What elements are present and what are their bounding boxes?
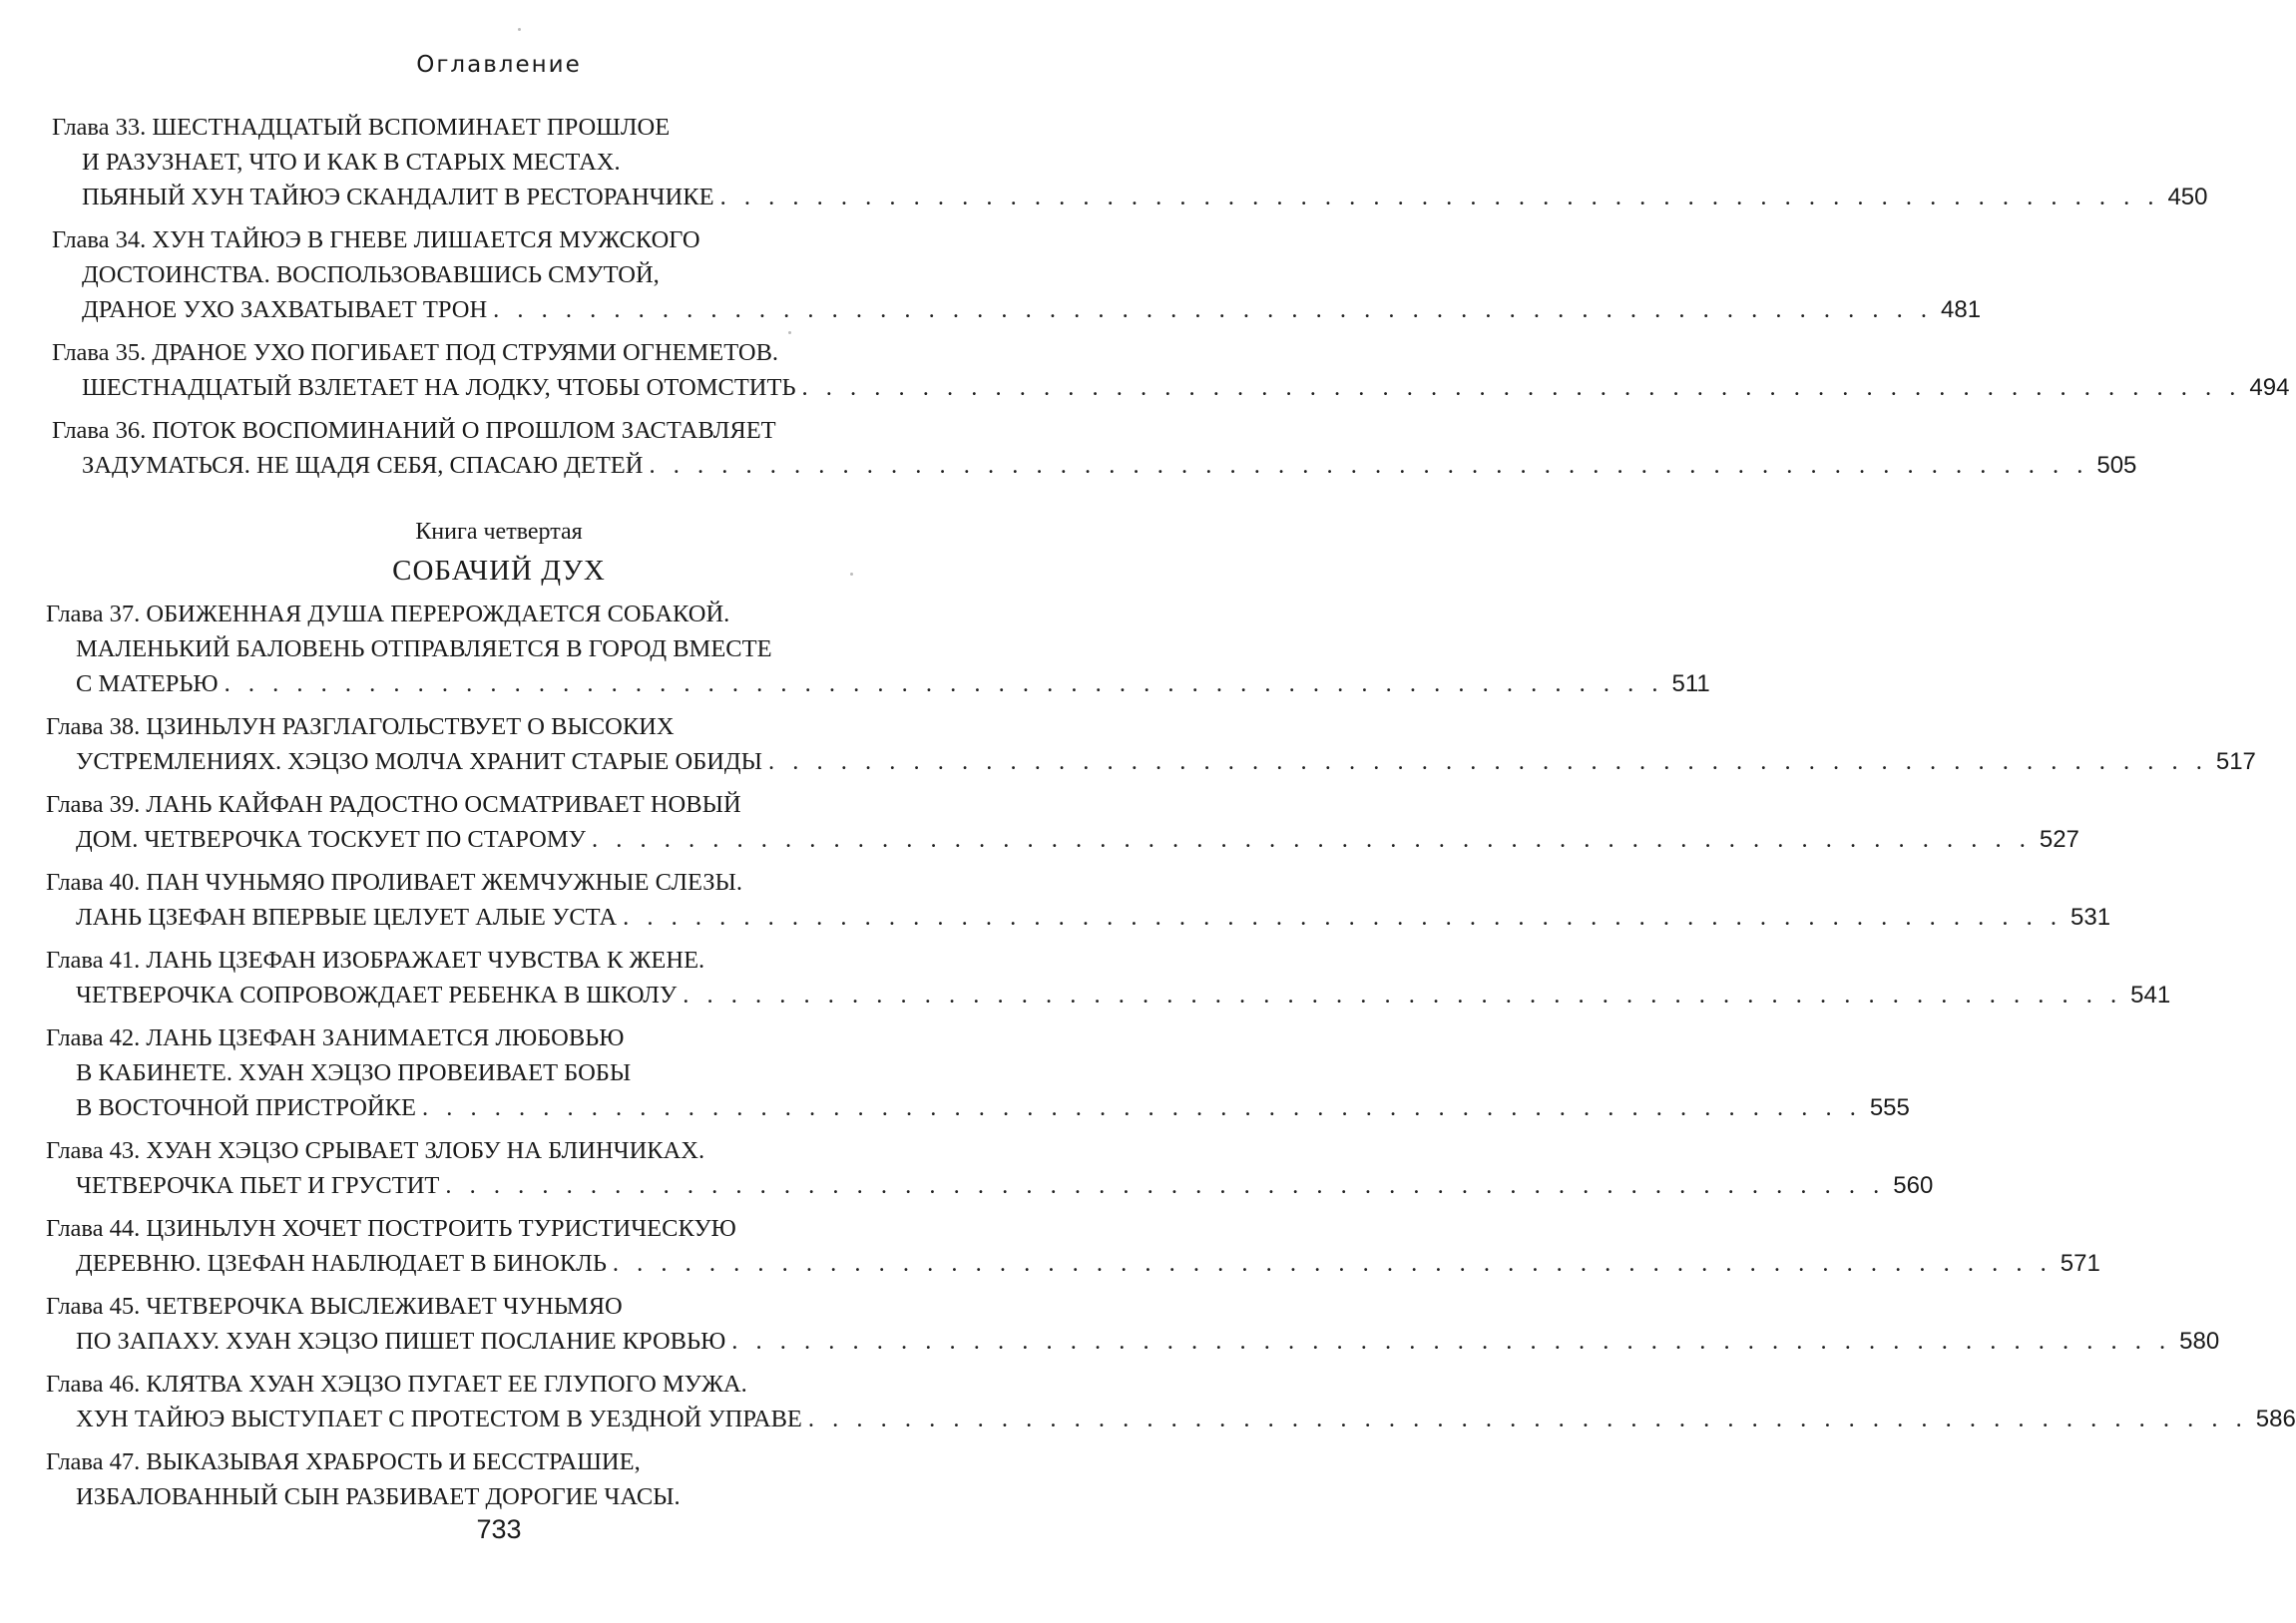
toc-page-number: 481 — [1941, 296, 1982, 323]
toc-entry — [0, 1020, 1910, 1125]
toc-entry — [0, 709, 2256, 779]
toc-entry-line: В ВОСТОЧНОЙ ПРИСТРОЙКЕ — [76, 1094, 416, 1121]
toc-entry-line: ШЕСТНАДЦАТЫЙ ВЗЛЕТАЕТ НА ЛОДКУ, ЧТОБЫ ОТОМСТИТЬ — [82, 374, 796, 401]
toc-entry-line: ПЬЯНЫЙ ХУН ТАЙЮЭ СКАНДАЛИТ В РЕСТОРАНЧИКЕ — [82, 184, 714, 210]
toc-entry-line: ДРАНОЕ УХО ЗАХВАТЫВАЕТ ТРОН — [82, 296, 488, 323]
dot-leader: . . . . . . . . . . . . . . . . . . . . . . . . . . . . . . . . . . . . . . . . . . . . . . . . . . . . . . . . . . . . — [649, 452, 2089, 479]
page-number: 733 — [476, 1514, 522, 1544]
toc-entry — [0, 1211, 2100, 1281]
toc-entry-line: С МАТЕРЬЮ — [76, 670, 219, 697]
dot-leader: . . . . . . . . . . . . . . . . . . . . . . . . . . . . . . . . . . . . . . . . . . . . . . . . . . . . . . . . . . . . — [591, 826, 2032, 853]
toc-section-book-four — [0, 597, 2296, 1522]
toc-entry-line: Глава 36. ПОТОК ВОСПОМИНАНИЙ О ПРОШЛОМ ЗАСТАВЛЯЕТ — [52, 417, 776, 444]
toc-page-number: 527 — [2039, 826, 2079, 853]
toc-entry — [0, 1289, 2220, 1359]
dot-leader: . . . . . . . . . . . . . . . . . . . . . . . . . . . . . . . . . . . . . . . . . . . . . . . . . . . . . . . . . . . . — [224, 670, 1664, 697]
toc-entry-line: В КАБИНЕТЕ. ХУАН ХЭЦЗО ПРОВЕИВАЕТ БОБЫ — [76, 1059, 632, 1086]
toc-entry-line: Глава 47. ВЫКАЗЫВАЯ ХРАБРОСТЬ И БЕССТРАШИЕ, — [46, 1448, 641, 1475]
toc-entry-line: ЛАНЬ ЦЗЕФАН ВПЕРВЫЕ ЦЕЛУЕТ АЛЫЕ УСТА — [76, 904, 618, 931]
toc-page-number: 494 — [2249, 374, 2290, 401]
toc-page-number: 531 — [2070, 904, 2111, 931]
toc-page-number: 586 — [2255, 1406, 2296, 1432]
toc-entry-line: Глава 37. ОБИЖЕННАЯ ДУША ПЕРЕРОЖДАЕТСЯ СОБАКОЙ. — [46, 601, 730, 627]
book-title: СОБАЧИЙ ДУХ — [392, 555, 606, 587]
toc-page-number: 505 — [2096, 452, 2137, 479]
toc-page-number: 517 — [2215, 748, 2256, 775]
toc-entry-line: ДОСТОИНСТВА. ВОСПОЛЬЗОВАВШИСЬ СМУТОЙ, — [82, 261, 660, 288]
dot-leader: . . . . . . . . . . . . . . . . . . . . . . . . . . . . . . . . . . . . . . . . . . . . . . . . . . . . . . . . . . . . — [421, 1094, 1862, 1121]
dot-leader: . . . . . . . . . . . . . . . . . . . . . . . . . . . . . . . . . . . . . . . . . . . . . . . . . . . . . . . . . . . . — [807, 1406, 2248, 1432]
toc-entry-line: Глава 38. ЦЗИНЬЛУН РАЗГЛАГОЛЬСТВУЕТ О ВЫСОКИХ — [46, 713, 675, 740]
toc-entry-line: ДЕРЕВНЮ. ЦЗЕФАН НАБЛЮДАЕТ В БИНОКЛЬ — [76, 1250, 607, 1277]
toc-entry — [0, 943, 2171, 1013]
dot-leader: . . . . . . . . . . . . . . . . . . . . . . . . . . . . . . . . . . . . . . . . . . . . . . . . . . . . . . . . . . . . — [801, 374, 2242, 401]
toc-page-number: 560 — [1893, 1172, 1934, 1199]
toc-entry — [0, 222, 1982, 327]
dot-leader: . . . . . . . . . . . . . . . . . . . . . . . . . . . . . . . . . . . . . . . . . . . . . . . . . . . . . . . . . . . . — [683, 982, 2123, 1009]
toc-entry — [0, 787, 2079, 857]
toc-entry-line: Глава 46. КЛЯТВА ХУАН ХЭЦЗО ПУГАЕТ ЕЕ ГЛУПОГО МУЖА. — [46, 1371, 747, 1398]
toc-entry-line: Глава 33. ШЕСТНАДЦАТЫЙ ВСПОМИНАЕТ ПРОШЛОЕ — [52, 114, 671, 141]
dot-leader: . . . . . . . . . . . . . . . . . . . . . . . . . . . . . . . . . . . . . . . . . . . . . . . . . . . . . . . . . . . . — [493, 296, 1934, 323]
toc-page-number: 541 — [2130, 982, 2171, 1009]
toc-section-book-three-tail — [0, 110, 2290, 491]
toc-entry — [0, 1133, 1934, 1203]
toc-entry-line: Глава 41. ЛАНЬ ЦЗЕФАН ИЗОБРАЖАЕТ ЧУВСТВА К ЖЕНЕ. — [46, 947, 705, 974]
book-subtitle: Книга четвертая — [415, 519, 583, 545]
dot-leader: . . . . . . . . . . . . . . . . . . . . . . . . . . . . . . . . . . . . . . . . . . . . . . . . . . . . . . . . . . . . — [612, 1250, 2053, 1277]
toc-entry-line: Глава 40. ПАН ЧУНЬМЯО ПРОЛИВАЕТ ЖЕМЧУЖНЫЕ СЛЕЗЫ. — [46, 869, 743, 896]
toc-entry-line: Глава 39. ЛАНЬ КАЙФАН РАДОСТНО ОСМАТРИВАЕТ НОВЫЙ — [46, 791, 741, 818]
toc-page-number: 571 — [2060, 1250, 2100, 1277]
toc-entry — [0, 413, 2137, 483]
toc-entry — [0, 1444, 998, 1514]
toc-entry-line: ПО ЗАПАХУ. ХУАН ХЭЦЗО ПИШЕТ ПОСЛАНИЕ КРОВЬЮ — [76, 1328, 726, 1355]
dot-leader: . . . . . . . . . . . . . . . . . . . . . . . . . . . . . . . . . . . . . . . . . . . . . . . . . . . . . . . . . . . . — [623, 904, 2063, 931]
toc-entry-line: Глава 34. ХУН ТАЙЮЭ В ГНЕВЕ ЛИШАЕТСЯ МУЖСКОГО — [52, 226, 700, 253]
toc-entry-line: ЗАДУМАТЬСЯ. НЕ ЩАДЯ СЕБЯ, СПАСАЮ ДЕТЕЙ — [82, 452, 644, 479]
toc-entry-line: ЧЕТВЕРОЧКА СОПРОВОЖДАЕТ РЕБЕНКА В ШКОЛУ — [76, 982, 678, 1009]
dot-leader: . . . . . . . . . . . . . . . . . . . . . . . . . . . . . . . . . . . . . . . . . . . . . . . . . . . . . . . . . . . . — [719, 184, 2160, 210]
toc-entry-line: ДОМ. ЧЕТВЕРОЧКА ТОСКУЕТ ПО СТАРОМУ — [76, 826, 586, 853]
toc-page-number: 580 — [2179, 1328, 2220, 1355]
toc-entry-line: ЧЕТВЕРОЧКА ПЬЕТ И ГРУСТИТ — [76, 1172, 440, 1199]
toc-page-number: 555 — [1869, 1094, 1910, 1121]
toc-entry-line: ИЗБАЛОВАННЫЙ СЫН РАЗБИВАЕТ ДОРОГИЕ ЧАСЫ. — [76, 1483, 681, 1510]
toc-entry-line: Глава 42. ЛАНЬ ЦЗЕФАН ЗАНИМАЕТСЯ ЛЮБОВЬЮ — [46, 1024, 625, 1051]
toc-entry — [0, 597, 1710, 701]
toc-page-number: 511 — [1671, 670, 1710, 697]
toc-entry-line: Глава 44. ЦЗИНЬЛУН ХОЧЕТ ПОСТРОИТЬ ТУРИСТИЧЕСКУЮ — [46, 1215, 736, 1242]
toc-page-number: 450 — [2167, 184, 2208, 210]
running-header: Оглавление — [416, 52, 582, 78]
toc-entry — [0, 335, 2290, 405]
toc-entry — [0, 1367, 2296, 1436]
toc-entry-line: ХУН ТАЙЮЭ ВЫСТУПАЕТ С ПРОТЕСТОМ В УЕЗДНОЙ УПРАВЕ — [76, 1406, 802, 1432]
scan-speck — [518, 28, 521, 31]
dot-leader: . . . . . . . . . . . . . . . . . . . . . . . . . . . . . . . . . . . . . . . . . . . . . . . . . . . . . . . . . . . . — [445, 1172, 1886, 1199]
toc-entry-line: Глава 43. ХУАН ХЭЦЗО СРЫВАЕТ ЗЛОБУ НА БЛИНЧИКАХ. — [46, 1137, 705, 1164]
toc-entry-line: Глава 45. ЧЕТВЕРОЧКА ВЫСЛЕЖИВАЕТ ЧУНЬМЯО — [46, 1293, 623, 1320]
toc-entry — [0, 865, 2111, 935]
toc-entry — [0, 110, 2208, 214]
toc-entry-line: УСТРЕМЛЕНИЯХ. ХЭЦЗО МОЛЧА ХРАНИТ СТАРЫЕ ОБИДЫ — [76, 748, 762, 775]
toc-entry-line: МАЛЕНЬКИЙ БАЛОВЕНЬ ОТПРАВЛЯЕТСЯ В ГОРОД ВМЕСТЕ — [76, 635, 772, 662]
dot-leader: . . . . . . . . . . . . . . . . . . . . . . . . . . . . . . . . . . . . . . . . . . . . . . . . . . . . . . . . . . . . — [731, 1328, 2172, 1355]
dot-leader: . . . . . . . . . . . . . . . . . . . . . . . . . . . . . . . . . . . . . . . . . . . . . . . . . . . . . . . . . . . . — [767, 748, 2208, 775]
toc-entry-line: И РАЗУЗНАЕТ, ЧТО И КАК В СТАРЫХ МЕСТАХ. — [82, 149, 621, 176]
toc-entry-line: Глава 35. ДРАНОЕ УХО ПОГИБАЕТ ПОД СТРУЯМИ ОГНЕМЕТОВ. — [52, 339, 779, 366]
